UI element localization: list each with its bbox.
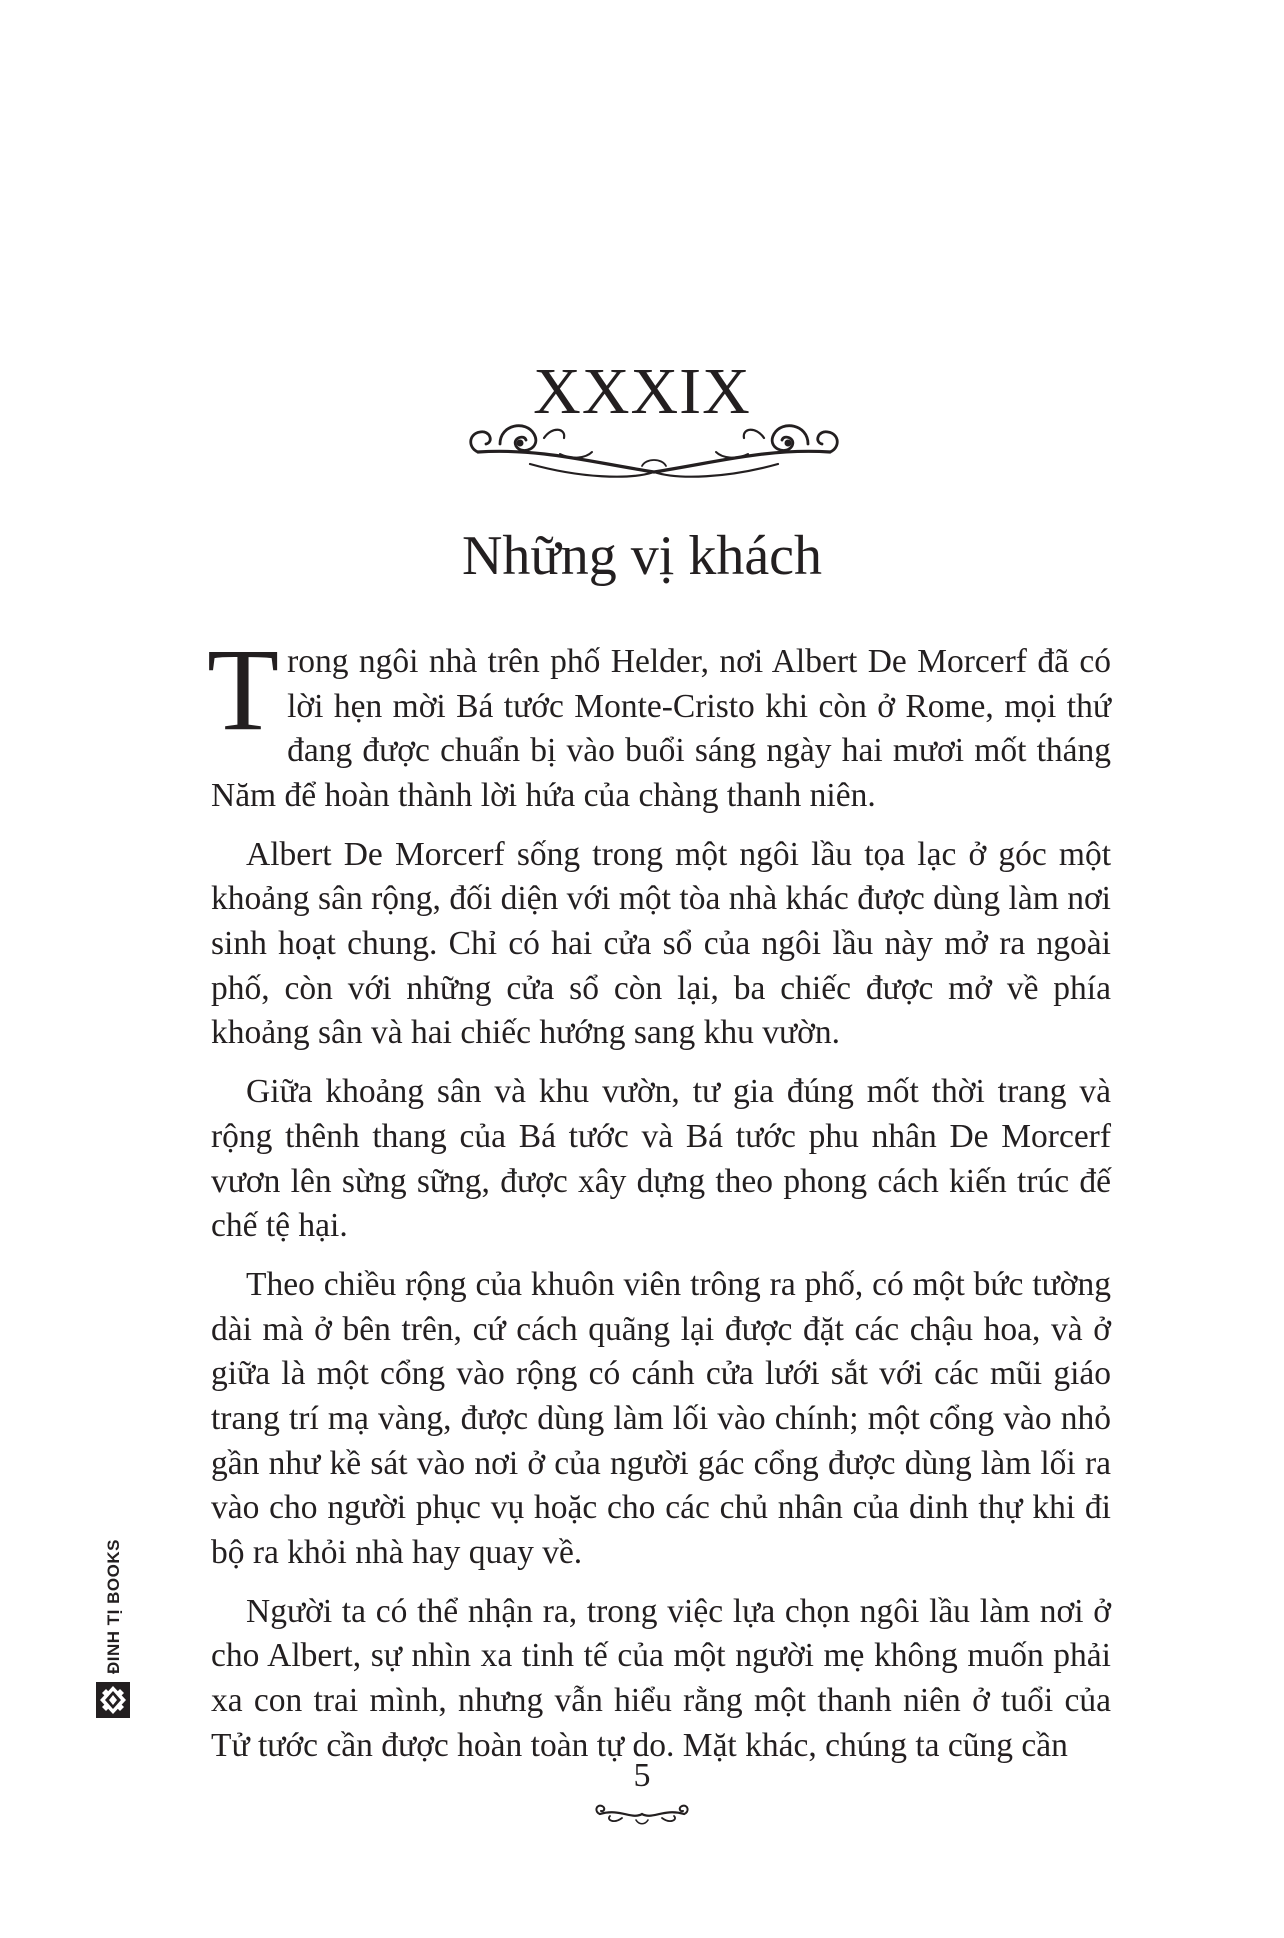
drop-cap: T: [207, 624, 280, 755]
chapter-body: [207, 624, 1111, 1783]
paragraph: Albert De Morcerf sống trong một ngôi lầu tọa lạc ở góc một khoảng sân rộng, đối diện với một tòa nhà khác được dùng làm nơi sinh hoạt chung. Chỉ có hai cửa sổ của ngôi lầu này mở ra ngoài phố, còn với những cửa sổ còn lại, ba chiếc được mở về phía khoảng sân và hai chiếc hướng sang khu vườn.: [211, 835, 1111, 1052]
footer-flourish-icon: [592, 1798, 692, 1828]
flourish-divider-icon: [460, 408, 848, 486]
chapter-number: XXXIX: [533, 355, 751, 428]
paragraph: Theo chiều rộng của khuôn viên trông ra phố, có một bức tường dài mà ở bên trên, cứ cách quãng lại được đặt các chậu hoa, và ở giữa là một cổng vào rộng có cánh cửa lưới sắt với các mũi giáo trang trí mạ vàng, được dùng làm lối vào chính; một cổng vào nhỏ gần như kề sát vào nơi ở của người gác cổng được dùng làm lối ra vào cho người phục vụ hoặc cho các chủ nhân của dinh thự khi đi bộ ra khỏi nhà hay quay về.: [211, 1266, 1111, 1571]
paragraph: [207, 624, 1111, 818]
page-number: 5: [633, 1757, 651, 1794]
publisher-name: ĐINH TỊ BOOKS: [104, 1539, 123, 1674]
paragraph: Người ta có thể nhận ra, trong việc lựa chọn ngôi lầu làm nơi ở cho Albert, sự nhìn xa tinh tế của một người mẹ không muốn phải xa con trai mình, nhưng vẫn hiểu rằng một thanh niên ở tuổi của Tử tước cần được hoàn toàn tự do. Mặt khác, chúng ta cũng cần: [211, 1592, 1111, 1764]
paragraph-text: rong ngôi nhà trên phố Helder, nơi Albert De Morcerf đã có lời hẹn mời Bá tước Monte-Cristo khi còn ở Rome, mọi thứ đang được chuẩn bị vào buổi sáng ngày hai mươi mốt tháng Năm để hoàn thành lời hứa của chàng thanh niên.: [211, 643, 1111, 814]
publisher-mark: [94, 1539, 134, 1726]
paragraph: Giữa khoảng sân và khu vườn, tư gia đúng mốt thời trang và rộng thênh thang của Bá tước và Bá tước phu nhân De Morcerf vươn lên sừng sững, được xây dựng theo phong cách kiến trúc đế chế tệ hại.: [211, 1073, 1111, 1245]
chapter-title: Những vị khách: [461, 525, 823, 587]
publisher-logo-icon: [95, 1680, 131, 1720]
